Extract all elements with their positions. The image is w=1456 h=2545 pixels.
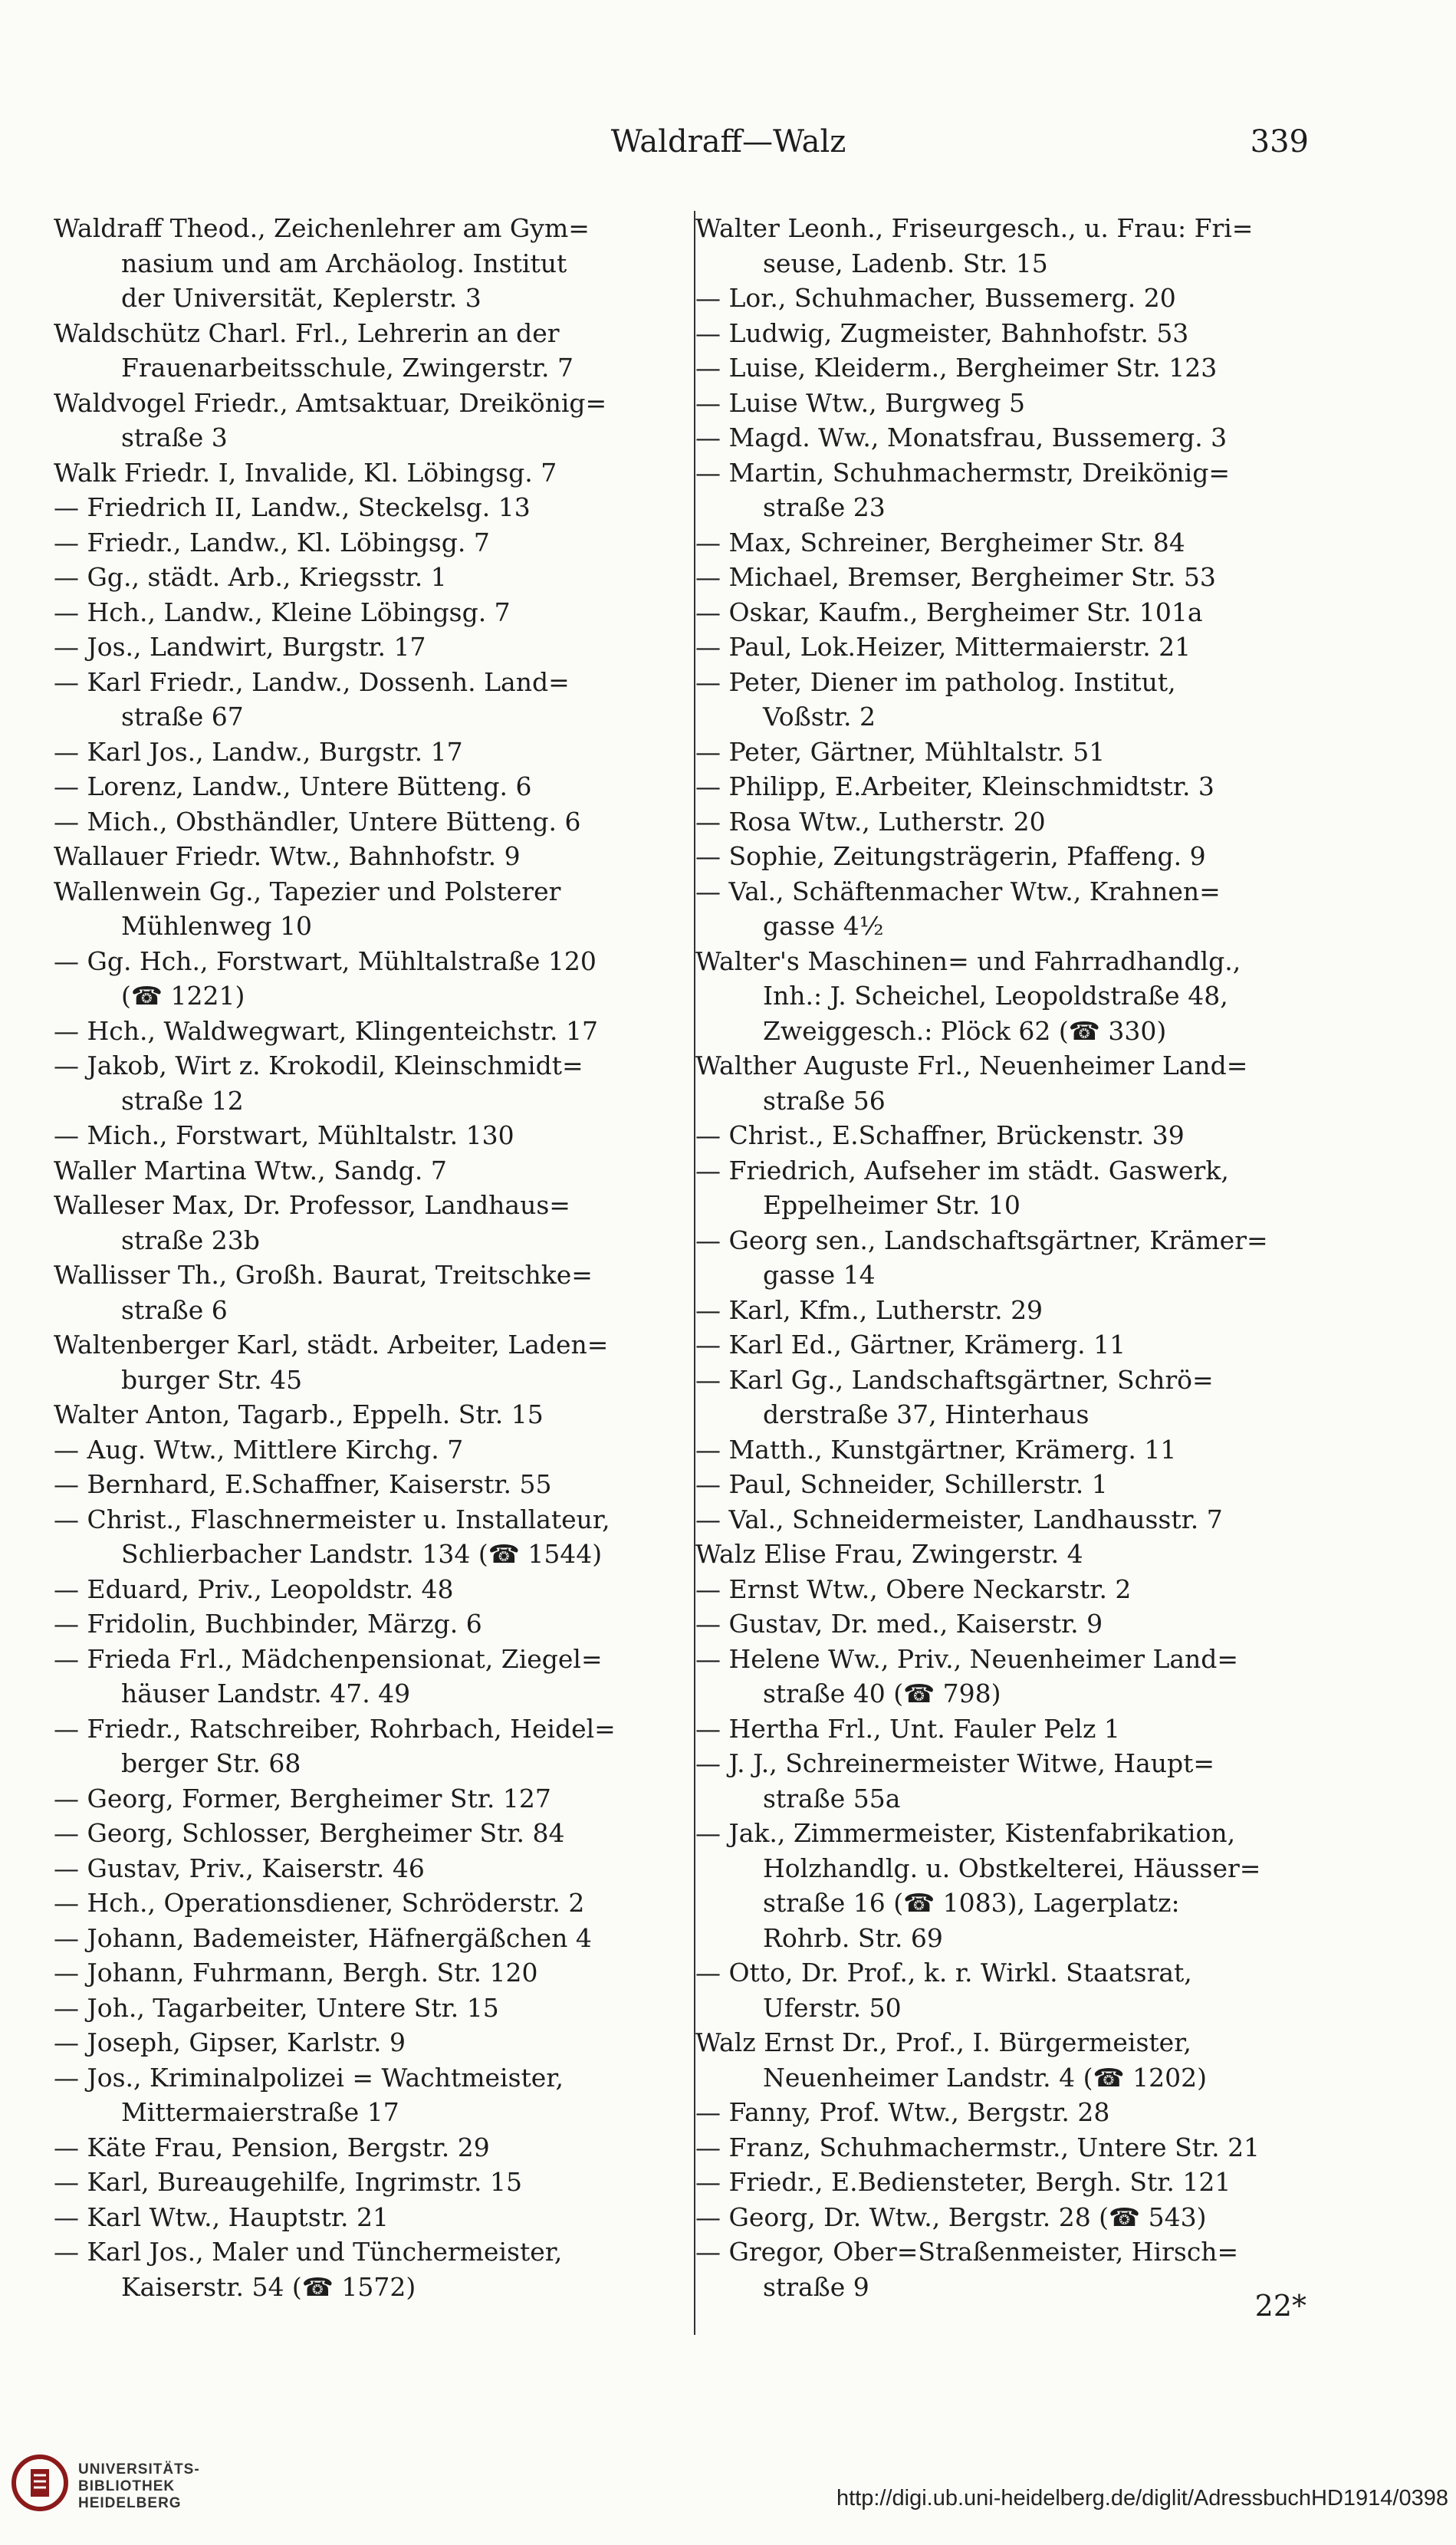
directory-entry — [695, 420, 1309, 455]
directory-entry — [54, 560, 690, 595]
entry-line: — Fridolin, Buchbinder, Märzg. 6 — [54, 1609, 482, 1639]
entry-line: — Karl Jos., Maler und Tünchermeister, — [54, 2237, 563, 2267]
directory-entry — [695, 211, 1309, 281]
directory-entry — [54, 2200, 690, 2235]
entry-line: — Jak., Zimmermeister, Kistenfabrikation, — [695, 1818, 1236, 1848]
entry-continuation-line: straße 3 — [121, 423, 228, 452]
directory-entry — [54, 1921, 690, 1956]
entry-line: Waller Martina Wtw., Sandg. 7 — [54, 1155, 447, 1185]
entry-continuation-line: seuse, Ladenb. Str. 15 — [763, 248, 1048, 278]
entry-line: — Johann, Bademeister, Häfnergäßchen 4 — [54, 1922, 592, 1953]
entry-continuation-line: Frauenarbeitsschule, Zwingerstr. 7 — [121, 353, 574, 383]
entry-continuation-line: straße 23b — [121, 1225, 260, 1255]
directory-entry — [695, 1293, 1309, 1328]
entry-line: — Hch., Landw., Kleine Löbingsg. 7 — [54, 597, 511, 627]
right-column — [694, 211, 1309, 2335]
directory-entry — [695, 1711, 1309, 1747]
entry-line: — Sophie, Zeitungsträgerin, Pfaffeng. 9 — [695, 841, 1206, 871]
directory-entry — [54, 1955, 690, 1991]
directory-entry — [54, 665, 690, 735]
directory-entry — [695, 804, 1309, 840]
entry-line: — Paul, Lok.Heizer, Mittermaierstr. 21 — [695, 632, 1191, 662]
directory-entry — [695, 1048, 1309, 1118]
entry-line: — Joh., Tagarbeiter, Untere Str. 15 — [54, 1992, 499, 2023]
directory-entry — [695, 2095, 1309, 2130]
directory-entry — [695, 1118, 1309, 1153]
directory-entry — [695, 874, 1309, 944]
entry-line: — Max, Schreiner, Bergheimer Str. 84 — [695, 527, 1185, 557]
entry-continuation-line: straße 16 (☎ 1083), Lagerplatz: — [763, 1888, 1180, 1918]
entry-continuation-line: nasium und am Archäolog. Institut — [121, 248, 567, 278]
entry-line: — Gustav, Dr. med., Kaiserstr. 9 — [695, 1609, 1103, 1639]
entry-line: — Val., Schäftenmacher Wtw., Krahnen= — [695, 876, 1221, 906]
entry-line: — Otto, Dr. Prof., k. r. Wirkl. Staatsrat, — [695, 1958, 1192, 1988]
entry-line: — Eduard, Priv., Leopoldstr. 48 — [54, 1573, 454, 1604]
directory-entry — [695, 2234, 1309, 2304]
directory-entry — [54, 2165, 690, 2200]
directory-entry — [695, 1327, 1309, 1363]
entry-line: — Matth., Kunstgärtner, Krämerg. 11 — [695, 1434, 1177, 1465]
entry-line: — Frieda Frl., Mädchenpensionat, Ziegel= — [54, 1643, 603, 1674]
directory-entry — [54, 1572, 690, 1607]
entry-continuation-line: gasse 4½ — [763, 911, 884, 941]
entry-continuation-line: Voßstr. 2 — [763, 702, 876, 732]
entry-continuation-line: straße 55a — [763, 1783, 901, 1813]
entry-line: — Peter, Gärtner, Mühltalstr. 51 — [695, 736, 1106, 767]
entry-line: — Philipp, E.Arbeiter, Kleinschmidtstr. 3 — [695, 771, 1214, 801]
entry-line: — Käte Frau, Pension, Bergstr. 29 — [54, 2132, 490, 2162]
directory-entry — [695, 630, 1309, 665]
entry-continuation-line: der Universität, Keplerstr. 3 — [121, 283, 481, 313]
directory-entry — [54, 2025, 690, 2060]
directory-entry — [54, 211, 690, 316]
entry-line: Walter's Maschinen= und Fahrradhandlg., — [695, 945, 1241, 976]
directory-entry — [54, 2060, 690, 2130]
directory-entry — [54, 1711, 690, 1781]
directory-entry — [54, 1014, 690, 1049]
entry-line: — Friedr., Landw., Kl. Löbingsg. 7 — [54, 527, 490, 557]
entry-continuation-line: Rohrb. Str. 69 — [763, 1922, 943, 1953]
directory-entry — [695, 350, 1309, 386]
entry-line: — Franz, Schuhmachermstr., Untere Str. 21 — [695, 2132, 1260, 2162]
entry-continuation-line: straße 40 (☎ 798) — [763, 1679, 1001, 1708]
directory-entry — [54, 1397, 690, 1432]
directory-entry — [695, 1502, 1309, 1537]
directory-entry — [54, 1886, 690, 1921]
entry-line: Walleser Max, Dr. Professor, Landhaus= — [54, 1190, 570, 1220]
directory-entry — [54, 1816, 690, 1851]
directory-entry — [54, 1153, 690, 1189]
directory-entry — [54, 769, 690, 804]
directory-entry — [54, 804, 690, 840]
directory-entry — [54, 1118, 690, 1153]
entry-line: — Jos., Landwirt, Burgstr. 17 — [54, 632, 426, 662]
entry-continuation-line: Mühlenweg 10 — [121, 911, 313, 941]
entry-line: — Friedr., Ratschreiber, Rohrbach, Heidel= — [54, 1713, 616, 1744]
entry-line: — Hch., Operationsdiener, Schröderstr. 2 — [54, 1888, 585, 1918]
directory-entry — [695, 1223, 1309, 1293]
entry-line: — Val., Schneidermeister, Landhausstr. 7 — [695, 1504, 1223, 1534]
entry-line: Walter Anton, Tagarb., Eppelh. Str. 15 — [54, 1399, 544, 1429]
entry-line: — Paul, Schneider, Schillerstr. 1 — [695, 1469, 1108, 1499]
entry-continuation-line: straße 9 — [763, 2271, 869, 2302]
entry-continuation-line: straße 56 — [763, 1085, 886, 1116]
directory-entry — [695, 1153, 1309, 1223]
entry-continuation-line: burger Str. 45 — [121, 1364, 303, 1395]
entry-line: Waldraff Theod., Zeichenlehrer am Gym= — [54, 213, 590, 243]
entry-continuation-line: Eppelheimer Str. 10 — [763, 1190, 1021, 1220]
directory-entry — [695, 281, 1309, 316]
entry-continuation-line: Zweiggesch.: Plöck 62 (☎ 330) — [763, 1015, 1167, 1046]
directory-entry — [695, 2130, 1309, 2165]
entry-line: — Friedrich II, Landw., Steckelsg. 13 — [54, 492, 531, 522]
entry-line: — Johann, Fuhrmann, Bergh. Str. 120 — [54, 1958, 538, 1988]
directory-entry — [695, 1467, 1309, 1502]
entry-continuation-line: Kaiserstr. 54 (☎ 1572) — [121, 2271, 416, 2302]
directory-entry — [695, 2200, 1309, 2235]
directory-entry — [695, 1363, 1309, 1432]
entry-line: — Martin, Schuhmachermstr, Dreikönig= — [695, 457, 1231, 488]
entry-line: — Hertha Frl., Unt. Fauler Pelz 1 — [695, 1713, 1120, 1744]
directory-entry — [695, 1606, 1309, 1642]
entry-line: — Rosa Wtw., Lutherstr. 20 — [695, 806, 1046, 837]
directory-entry — [695, 1537, 1309, 1572]
directory-entry — [54, 1467, 690, 1502]
entry-line: — Karl Wtw., Hauptstr. 21 — [54, 2201, 389, 2232]
directory-entry — [54, 1606, 690, 1642]
directory-entry — [54, 944, 690, 1014]
entry-line: — Karl Gg., Landschaftsgärtner, Schrö= — [695, 1364, 1214, 1395]
entry-continuation-line: straße 12 — [121, 1085, 244, 1116]
directory-entry — [54, 1781, 690, 1817]
entry-line: — Lorenz, Landw., Untere Bütteng. 6 — [54, 771, 532, 801]
entry-line: — Ernst Wtw., Obere Neckarstr. 2 — [695, 1573, 1132, 1604]
directory-entry — [54, 839, 690, 874]
entry-line: — Luise, Kleiderm., Bergheimer Str. 123 — [695, 353, 1218, 383]
entry-line: — Friedr., E.Bediensteter, Bergh. Str. 121 — [695, 2167, 1231, 2197]
directory-entry — [54, 455, 690, 491]
entry-continuation-line: straße 67 — [121, 702, 244, 732]
entry-continuation-line: Mittermaierstraße 17 — [121, 2097, 399, 2127]
directory-entry — [54, 1258, 690, 1327]
directory-entry — [54, 490, 690, 525]
entry-line: — Michael, Bremser, Bergheimer Str. 53 — [695, 562, 1216, 592]
entry-line: Waldvogel Friedr., Amtsaktuar, Dreikönig= — [54, 387, 607, 418]
directory-entry — [54, 1048, 690, 1118]
entry-line: Walz Elise Frau, Zwingerstr. 4 — [695, 1539, 1083, 1569]
directory-entry — [695, 455, 1309, 525]
entry-continuation-line: Uferstr. 50 — [763, 1992, 902, 2023]
directory-entry — [695, 839, 1309, 874]
entry-line: — Karl Ed., Gärtner, Krämerg. 11 — [695, 1330, 1126, 1360]
entry-line: — Helene Ww., Priv., Neuenheimer Land= — [695, 1643, 1239, 1674]
entry-line: Wallauer Friedr. Wtw., Bahnhofstr. 9 — [54, 841, 521, 871]
directory-entry — [54, 2234, 690, 2304]
directory-entry — [695, 769, 1309, 804]
directory-entry — [695, 735, 1309, 770]
entry-continuation-line: berger Str. 68 — [121, 1748, 301, 1778]
directory-entry — [54, 1991, 690, 2026]
directory-entry — [54, 874, 690, 944]
page-header — [0, 115, 1456, 176]
directory-entry — [695, 316, 1309, 351]
entry-continuation-line: Schlierbacher Landstr. 134 (☎ 1544) — [121, 1539, 603, 1569]
directory-entry — [695, 2025, 1309, 2095]
directory-entry — [54, 1432, 690, 1468]
entry-continuation-line: straße 23 — [763, 492, 886, 522]
directory-entry — [695, 1746, 1309, 1816]
entry-line: — Ludwig, Zugmeister, Bahnhofstr. 53 — [695, 317, 1189, 348]
entry-line: Walther Auguste Frl., Neuenheimer Land= — [695, 1051, 1248, 1080]
entry-line: — Christ., E.Schaffner, Brückenstr. 39 — [695, 1120, 1185, 1150]
entry-continuation-line: Inh.: J. Scheichel, Leopoldstraße 48, — [763, 981, 1228, 1011]
entry-line: — Oskar, Kaufm., Bergheimer Str. 101a — [695, 597, 1203, 627]
directory-entry — [54, 2130, 690, 2165]
directory-entry — [54, 386, 690, 455]
entry-line: — Karl Jos., Landw., Burgstr. 17 — [54, 736, 463, 767]
directory-entry — [695, 1816, 1309, 1955]
directory-entry — [54, 735, 690, 770]
directory-entry — [695, 560, 1309, 595]
entry-line: — Magd. Ww., Monatsfrau, Bussemerg. 3 — [695, 423, 1228, 452]
running-title: Waldraff—Walz — [610, 124, 846, 159]
entry-line: — Karl, Bureaugehilfe, Ingrimstr. 15 — [54, 2167, 522, 2197]
entry-line: Wallisser Th., Großh. Baurat, Treitschke= — [54, 1260, 593, 1290]
entry-line: — Georg sen., Landschaftsgärtner, Krämer= — [695, 1225, 1268, 1255]
logo-line-1: UNIVERSITÄTS- — [78, 2461, 200, 2478]
directory-entry — [54, 1642, 690, 1711]
page-number: 339 — [1250, 124, 1309, 159]
directory-entry — [695, 1572, 1309, 1607]
entry-continuation-line: gasse 14 — [763, 1260, 876, 1290]
directory-entry — [695, 386, 1309, 421]
directory-entry — [54, 1188, 690, 1258]
entry-continuation-line: straße 6 — [121, 1294, 228, 1325]
directory-entry — [54, 1327, 690, 1397]
directory-entry — [695, 1432, 1309, 1468]
entry-line: — Mich., Obsthändler, Untere Bütteng. 6 — [54, 806, 581, 837]
entry-continuation-line: derstraße 37, Hinterhaus — [763, 1399, 1090, 1429]
entry-line: Waltenberger Karl, städt. Arbeiter, Laden= — [54, 1330, 609, 1360]
entry-continuation-line: (☎ 1221) — [121, 981, 245, 1011]
library-logo[interactable] — [11, 2446, 210, 2530]
entry-line: — Hch., Waldwegwart, Klingenteichstr. 17 — [54, 1015, 599, 1046]
directory-entry — [695, 665, 1309, 735]
entry-line: — Mich., Forstwart, Mühltalstr. 130 — [54, 1120, 514, 1150]
entry-line: — Friedrich, Aufseher im städt. Gaswerk, — [695, 1155, 1229, 1185]
library-seal-icon — [11, 2446, 72, 2523]
entry-line: Walter Leonh., Friseurgesch., u. Frau: Fri= — [695, 213, 1254, 243]
directory-entry — [695, 2165, 1309, 2200]
entry-line: — Fanny, Prof. Wtw., Bergstr. 28 — [695, 2097, 1110, 2127]
source-url-link[interactable]: http://digi.ub.uni-heidelberg.de/diglit/AdressbuchHD1914/0398 — [836, 2486, 1448, 2510]
entry-line: — Georg, Former, Bergheimer Str. 127 — [54, 1783, 551, 1813]
entry-line: — Karl Friedr., Landw., Dossenh. Land= — [54, 666, 570, 697]
entry-line: — Bernhard, E.Schaffner, Kaiserstr. 55 — [54, 1469, 552, 1499]
entry-line: — Jos., Kriminalpolizei = Wachtmeister, — [54, 2062, 564, 2093]
directory-entry — [54, 525, 690, 561]
entry-continuation-line: Neuenheimer Landstr. 4 (☎ 1202) — [763, 2062, 1207, 2093]
directory-entry — [695, 1955, 1309, 2025]
logo-line-2: BIBLIOTHEK — [78, 2478, 176, 2494]
entry-line: — Aug. Wtw., Mittlere Kirchg. 7 — [54, 1434, 464, 1465]
left-column — [54, 211, 690, 2304]
entry-line: — Jakob, Wirt z. Krokodil, Kleinschmidt= — [54, 1051, 583, 1080]
entry-continuation-line: Holzhandlg. u. Obstkelterei, Häusser= — [763, 1853, 1261, 1883]
directory-entry — [54, 1851, 690, 1886]
logo-line-3: HEIDELBERG — [78, 2495, 182, 2511]
directory-entry — [695, 944, 1309, 1049]
entry-line: — Georg, Dr. Wtw., Bergstr. 28 (☎ 543) — [695, 2201, 1207, 2232]
directory-entry — [54, 630, 690, 665]
entry-line: — Christ., Flaschnermeister u. Installateur, — [54, 1504, 610, 1534]
directory-entry — [54, 595, 690, 630]
directory-entry — [695, 595, 1309, 630]
entry-continuation-line: häuser Landstr. 47. 49 — [121, 1679, 411, 1708]
entry-line: Walk Friedr. I, Invalide, Kl. Löbingsg. 7 — [54, 457, 557, 488]
entry-line: — Luise Wtw., Burgweg 5 — [695, 387, 1025, 418]
entry-line: — Georg, Schlosser, Bergheimer Str. 84 — [54, 1818, 565, 1848]
directory-entry — [54, 1502, 690, 1572]
entry-line: — J. J., Schreinermeister Witwe, Haupt= — [695, 1748, 1215, 1778]
entry-line: — Joseph, Gipser, Karlstr. 9 — [54, 2027, 406, 2057]
entry-line: Walz Ernst Dr., Prof., I. Bürgermeister, — [695, 2027, 1191, 2057]
entry-line: Waldschütz Charl. Frl., Lehrerin an der — [54, 317, 560, 348]
entry-line: — Lor., Schuhmacher, Bussemerg. 20 — [695, 283, 1176, 313]
entry-line: — Karl, Kfm., Lutherstr. 29 — [695, 1294, 1044, 1325]
entry-line: — Gregor, Ober=Straßenmeister, Hirsch= — [695, 2237, 1239, 2267]
entry-line: — Gg., städt. Arb., Kriegsstr. 1 — [54, 562, 447, 592]
directory-entry — [54, 316, 690, 386]
directory-entry — [695, 1642, 1309, 1711]
entry-line: — Gustav, Priv., Kaiserstr. 46 — [54, 1853, 425, 1883]
entry-line: — Peter, Diener im patholog. Institut, — [695, 666, 1176, 697]
directory-entry — [695, 525, 1309, 561]
printer-signature: 22* — [1254, 2289, 1306, 2323]
entry-line: Wallenwein Gg., Tapezier und Polsterer — [54, 876, 561, 906]
entry-line: — Gg. Hch., Forstwart, Mühltalstraße 120 — [54, 945, 597, 976]
